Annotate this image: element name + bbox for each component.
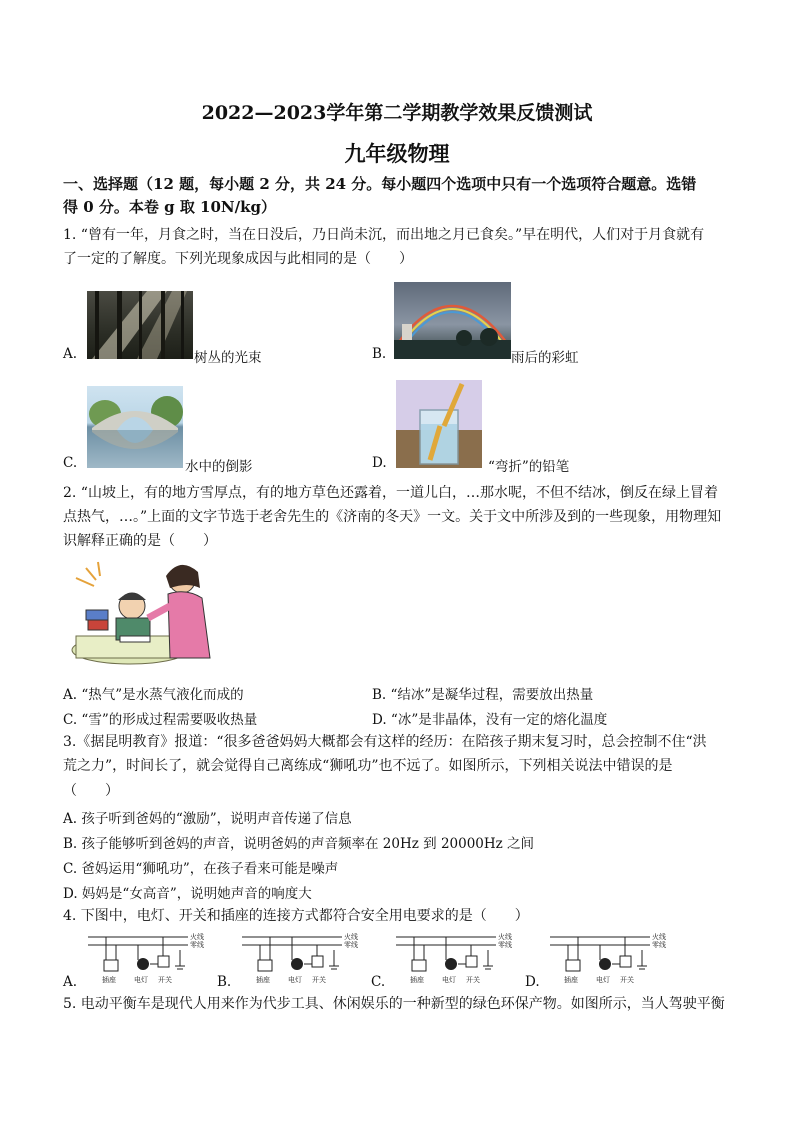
switch-label: 开关: [466, 976, 480, 984]
q1-option-d-caption: “弯折”的铅笔: [488, 459, 570, 475]
live-wire-label: 火线: [190, 933, 204, 941]
q1-stem-cont: 了一定的了解度。下列光现象成因与此相同的是（ ）: [63, 251, 413, 267]
lamp-label: 电灯: [288, 976, 302, 984]
q2-stem: 2. “山坡上，有的地方雪厚点，有的地方草色还露着，一道儿白，…那水呢，不但不结冰，倒反在绿上冒着: [63, 485, 718, 501]
live-wire-label: 火线: [344, 933, 358, 941]
neutral-wire-label: 零线: [190, 941, 204, 949]
q1-option-c-caption: 水中的倒影: [185, 459, 253, 475]
live-wire-label: 火线: [498, 933, 512, 941]
lamp-label: 电灯: [134, 976, 148, 984]
q2-option-d: D. “冰”是非晶体，没有一定的熔化温度: [372, 712, 608, 728]
q4-option-c-letter: C.: [371, 974, 386, 990]
forest-light-beam-image: [87, 291, 193, 359]
switch-label: 开关: [312, 976, 326, 984]
q1-option-d-letter: D.: [372, 455, 387, 471]
q1-option-b-letter: B.: [372, 346, 387, 362]
socket-label: 插座: [410, 976, 424, 984]
q2-option-c: C. “雪”的形成过程需要吸收热量: [63, 712, 258, 728]
circuit-diagram-b: [242, 930, 372, 988]
neutral-wire-label: 零线: [344, 941, 358, 949]
q1-stem: 1. “曾有一年，月食之时，当在日没后，乃日尚未沉，而出地之月已食矣。”早在明代，人们对于月食就有: [63, 227, 705, 243]
q3-stem-cont2: （ ）: [63, 783, 119, 799]
q2-stem-cont: 点热气，…。”上面的文字节选于老舍先生的《济南的冬天》一文。关于文中所涉及到的一些现象，用物理知: [63, 509, 722, 525]
q1-option-a-letter: A.: [63, 346, 78, 362]
q3-option-b: B. 孩子能够听到爸妈的声音，说明爸妈的声音频率在 20Hz 到 20000Hz 之间: [63, 836, 535, 852]
socket-label: 插座: [102, 976, 116, 984]
q4-option-a-letter: A.: [63, 974, 78, 990]
q1-option-a-caption: 树丛的光束: [194, 350, 262, 366]
socket-label: 插座: [564, 976, 578, 984]
q1-option-b-caption: 雨后的彩虹: [511, 350, 579, 366]
section-heading: 一、选择题（12 题，每小题 2 分，共 24 分。每小题四个选项中只有一个选项符合题意。选错: [63, 175, 697, 193]
bridge-reflection-image: [87, 386, 183, 468]
parent-scolding-child-image: [70, 558, 235, 666]
bent-pencil-image: [396, 380, 482, 468]
switch-label: 开关: [620, 976, 634, 984]
socket-label: 插座: [256, 976, 270, 984]
q5-stem: 5. 电动平衡车是现代人用来作为代步工具、休闲娱乐的一种新型的绿色环保产物。如图所示，当人驾驶平衡: [63, 996, 725, 1012]
q1-option-c-letter: C.: [63, 455, 78, 471]
q4-option-b-letter: B.: [217, 974, 232, 990]
q2-option-b: B. “结冰”是凝华过程，需要放出热量: [372, 687, 594, 703]
q4-stem: 4. 下图中，电灯、开关和插座的连接方式都符合安全用电要求的是（ ）: [63, 908, 529, 924]
circuit-diagram-a: [88, 930, 218, 988]
q3-option-c: C. 爸妈运用“狮吼功”，在孩子看来可能是噪声: [63, 861, 339, 877]
neutral-wire-label: 零线: [652, 941, 666, 949]
section-heading-cont: 得 0 分。本卷 g 取 10N/kg）: [63, 198, 276, 216]
live-wire-label: 火线: [652, 933, 666, 941]
switch-label: 开关: [158, 976, 172, 984]
lamp-label: 电灯: [442, 976, 456, 984]
exam-subtitle: 九年级物理: [344, 141, 450, 166]
rainbow-image: [394, 282, 511, 359]
circuit-diagram-d: [550, 930, 680, 988]
q3-option-d: D. 妈妈是“女高音”，说明她声音的响度大: [63, 886, 312, 902]
circuit-diagram-c: [396, 930, 526, 988]
lamp-label: 电灯: [596, 976, 610, 984]
q3-option-a: A. 孩子听到爸妈的“激励”，说明声音传递了信息: [63, 811, 352, 827]
q4-option-d-letter: D.: [525, 974, 540, 990]
q2-stem-cont2: 识解释正确的是（ ）: [63, 533, 217, 549]
neutral-wire-label: 零线: [498, 941, 512, 949]
q3-stem: 3.《据昆明教育》报道：“很多爸爸妈妈大概都会有这样的经历：在陪孩子期末复习时，总会控制不住“洪: [63, 734, 707, 750]
q2-option-a: A. “热气”是水蒸气液化而成的: [63, 687, 244, 703]
exam-title: 2022—2023学年第二学期教学效果反馈测试: [201, 102, 593, 124]
q3-stem-cont: 荒之力”，时间长了，就会觉得自己离练成“狮吼功”也不远了。如图所示，下列相关说法中错误的是: [63, 758, 673, 774]
